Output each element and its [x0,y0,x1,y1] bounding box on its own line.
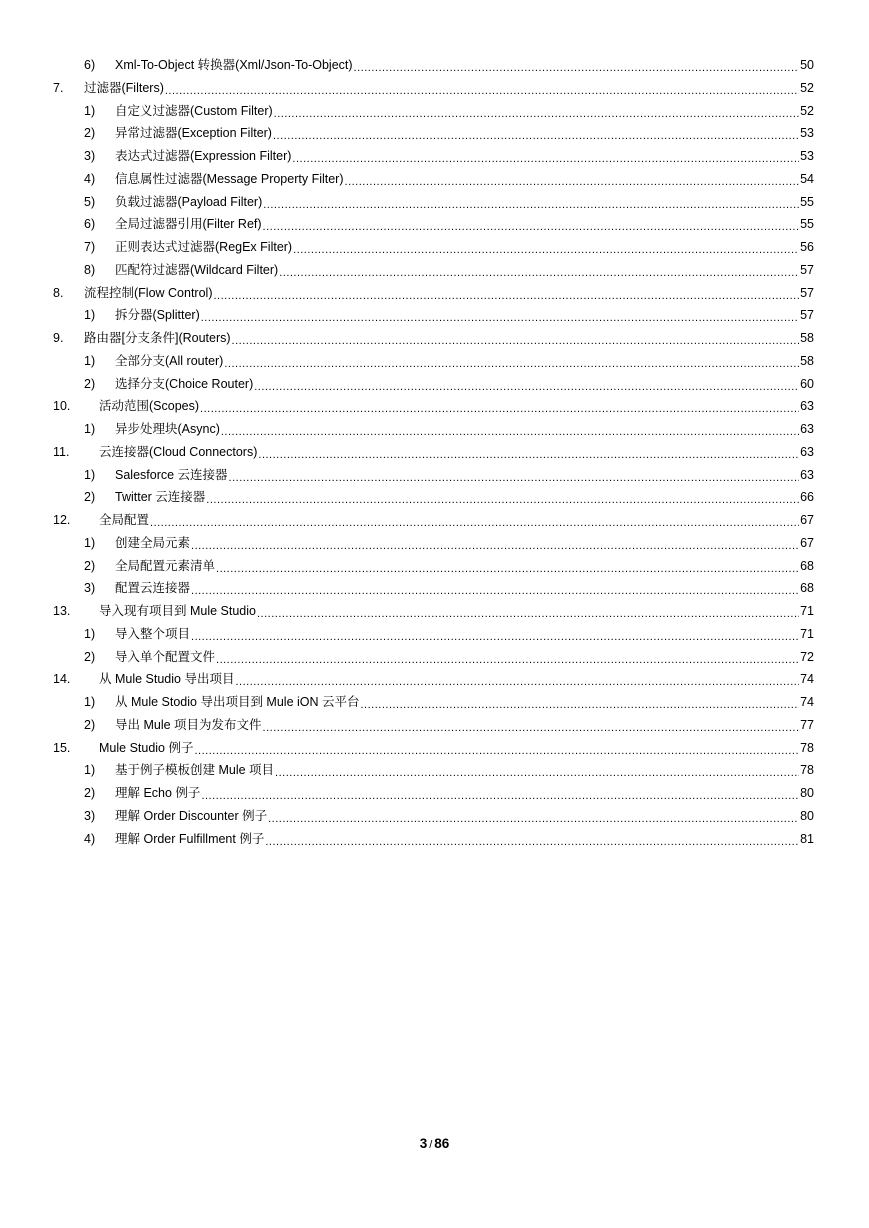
toc-entry-title: 异步处理块(Async) [115,422,220,436]
toc-entry[interactable] [0,577,869,599]
toc-dot-leader [254,379,799,395]
toc-entry-number: 1) [84,422,96,436]
toc-entry-number: 4) [84,831,96,846]
toc-entry-number: 12. [53,513,71,527]
toc-entry-number: 9. [53,331,64,345]
toc-entry[interactable] [0,646,869,668]
toc-entry-title: 全局配置 [99,513,150,527]
toc-entry-page: 63 [800,422,814,436]
toc-entry-page: 55 [800,194,814,209]
toc-dot-leader [206,492,799,508]
toc-entry-title: 全局配置元素清单 [115,558,216,573]
toc-dot-leader [354,60,800,76]
toc-dot-leader [221,424,799,440]
toc-entry[interactable] [0,259,869,281]
toc-entry-number: 1) [84,535,96,550]
toc-entry-number: 1) [84,308,96,323]
toc-entry[interactable] [0,77,869,99]
toc-entry-number: 8. [53,285,64,300]
toc-entry-title: 创建全局元素 [115,535,191,550]
toc-dot-leader [274,106,799,122]
toc-entry[interactable] [0,714,869,736]
toc-entry-number: 8) [84,262,96,277]
toc-entry[interactable] [0,145,869,167]
toc-dot-leader [150,515,799,531]
toc-entry-number: 2) [84,717,96,732]
toc-dot-leader [191,629,799,645]
toc-entry-title: 全局过滤器引用(Filter Ref) [115,217,262,232]
toc-entry-page: 50 [800,58,814,72]
toc-entry-title: Mule Studio 例子 [99,740,194,755]
toc-entry-number: 2) [84,126,96,141]
toc-dot-leader [257,606,799,622]
toc-entry[interactable] [0,54,869,76]
toc-entry-page: 57 [800,308,814,323]
toc-entry-number: 6) [84,58,96,72]
toc-entry-page: 56 [800,240,814,254]
toc-entry-page: 66 [800,490,814,505]
toc-entry[interactable] [0,600,869,622]
toc-entry[interactable] [0,691,869,713]
current-page-number: 3 [419,1136,428,1151]
toc-entry-page: 68 [800,581,814,596]
toc-entry-page: 80 [800,808,814,823]
toc-dot-leader [229,470,800,486]
toc-entry[interactable] [0,327,869,349]
toc-entry[interactable] [0,395,869,417]
toc-dot-leader [265,834,799,850]
toc-entry-title: 基于例子模板创建 Mule 项目 [115,763,275,778]
toc-entry-number: 11. [53,444,70,459]
toc-dot-leader [258,447,799,463]
toc-dot-leader [194,743,799,759]
toc-entry-title: Salesforce 云连接器 [115,467,228,482]
toc-dot-leader [214,288,800,304]
toc-entry-title: 从 Mule Stodio 导出项目到 Mule iON 云平台 [115,695,360,709]
toc-dot-leader [216,561,799,577]
toc-dot-leader [345,174,800,190]
toc-entry-title: Twitter 云连接器 [115,490,206,505]
total-page-count: 86 [434,1136,450,1151]
toc-dot-leader [224,356,799,372]
toc-dot-leader [263,720,800,736]
toc-entry-title: 导出 Mule 项目为发布文件 [115,717,262,732]
toc-dot-leader [263,219,800,235]
toc-dot-leader [200,401,799,417]
toc-dot-leader [268,811,799,827]
toc-entry-title: 导入现有项目到 Mule Studio [99,604,256,618]
toc-entry-page: 53 [800,149,814,163]
toc-dot-leader [293,242,799,258]
toc-entry-page: 71 [800,604,814,618]
toc-dot-leader [216,652,799,668]
toc-entry-title: 理解 Order Fulfillment 例子 [115,831,265,846]
toc-entry-number: 13. [53,604,71,618]
toc-dot-leader [235,674,799,690]
toc-entry-number: 7. [53,80,64,95]
toc-entry-title: 信息属性过滤器(Message Property Filter) [115,171,344,186]
toc-entry-page: 77 [800,717,814,732]
toc-entry-title: 导入整个项目 [115,626,191,641]
toc-entry-number: 7) [84,240,96,254]
toc-entry-number: 2) [84,558,96,573]
toc-entry[interactable] [0,168,869,190]
toc-entry-title: Xml-To-Object 转换器(Xml/Json-To-Object) [115,58,353,72]
toc-entry[interactable] [0,464,869,486]
toc-entry-page: 58 [800,331,814,345]
toc-entry-page: 58 [800,353,814,368]
toc-entry[interactable] [0,532,869,554]
toc-entry[interactable] [0,100,869,122]
page-separator: / [429,1139,433,1151]
toc-entry-page: 71 [800,626,814,641]
toc-dot-leader [263,197,799,213]
toc-entry-number: 3) [84,581,96,596]
toc-entry[interactable] [0,282,869,304]
toc-entry[interactable] [0,623,869,645]
toc-entry-number: 1) [84,353,96,368]
toc-entry[interactable] [0,213,869,235]
toc-entry-page: 63 [800,444,814,459]
toc-entry-title: 活动范围(Scopes) [99,399,200,414]
toc-entry-title: 导入单个配置文件 [115,649,216,664]
toc-dot-leader [279,265,799,281]
toc-entry-number: 15. [53,740,71,755]
toc-entry-page: 60 [800,376,814,391]
toc-entry-page: 57 [800,285,814,300]
toc-dot-leader [232,333,800,349]
toc-dot-leader [165,83,799,99]
toc-entry-number: 1) [84,763,96,778]
toc-entry-page: 55 [800,217,814,232]
page-footer [0,1136,869,1151]
toc-entry[interactable] [0,486,869,508]
toc-dot-leader [201,310,799,326]
toc-entry-number: 10. [53,399,71,414]
toc-entry-title: 正则表达式过滤器(RegEx Filter) [115,240,293,254]
toc-entry-title: 配置云连接器 [115,581,191,596]
toc-entry-page: 80 [800,786,814,800]
toc-entry[interactable] [0,418,869,440]
toc-dot-leader [201,788,799,804]
toc-entry-title: 理解 Echo 例子 [115,786,201,800]
toc-entry-page: 53 [800,126,814,141]
toc-entry-title: 负载过滤器(Payload Filter) [115,194,263,209]
toc-dot-leader [191,538,799,554]
toc-entry-title: 流程控制(Flow Control) [84,285,213,300]
toc-entry[interactable] [0,236,869,258]
toc-entry-number: 2) [84,490,96,505]
toc-entry-number: 3) [84,149,96,163]
toc-dot-leader [361,697,800,713]
toc-entry[interactable] [0,737,869,759]
toc-entry-page: 68 [800,558,814,573]
toc-entry-number: 2) [84,649,96,664]
toc-entry-page: 52 [800,80,814,95]
toc-entry-page: 74 [800,672,814,687]
toc-entry-number: 5) [84,194,96,209]
toc-entry[interactable] [0,122,869,144]
toc-entry-number: 1) [84,695,96,709]
toc-entry-number: 4) [84,171,96,186]
toc-entry-title: 从 Mule Studio 导出项目 [99,672,235,687]
toc-entry[interactable] [0,759,869,781]
toc-dot-leader [292,151,799,167]
toc-entry-title: 拆分器(Splitter) [115,308,200,323]
toc-entry-page: 67 [800,535,814,550]
toc-entry-title: 异常过滤器(Exception Filter) [115,126,272,141]
toc-entry[interactable] [0,191,869,213]
toc-entry-title: 云连接器(Cloud Connectors) [99,444,258,459]
toc-entry-number: 2) [84,786,96,800]
toc-entry-title: 理解 Order Discounter 例子 [115,808,268,823]
toc-entry-page: 54 [800,171,814,186]
toc-entry-number: 1) [84,626,96,641]
toc-entry-title: 自定义过滤器(Custom Filter) [115,103,273,118]
toc-entry-page: 63 [800,467,814,482]
toc-entry[interactable] [0,509,869,531]
toc-entry-number: 2) [84,376,96,391]
toc-entry-title: 选择分支(Choice Router) [115,376,254,391]
toc-entry-title: 路由器[分支条件](Routers) [84,331,231,345]
toc-entry[interactable] [0,828,869,850]
toc-entry-page: 63 [800,399,814,414]
toc-dot-leader [275,765,799,781]
toc-entry-number: 1) [84,103,96,118]
toc-entry-page: 52 [800,103,814,118]
toc-entry-number: 6) [84,217,96,232]
toc-entry-number: 3) [84,808,96,823]
toc-entry-title: 过滤器(Filters) [84,80,164,95]
toc-dot-leader [191,583,799,599]
toc-entry-page: 74 [800,695,814,709]
toc-entry[interactable] [0,441,869,463]
toc-dot-leader [273,128,799,144]
toc-entry[interactable] [0,782,869,804]
toc-entry-page: 81 [800,831,814,846]
toc-entry[interactable] [0,350,869,372]
toc-entry-title: 全部分支(All router) [115,353,224,368]
toc-entry-page: 72 [800,649,814,664]
toc-entry-page: 78 [800,740,814,755]
toc-entry-page: 78 [800,763,814,778]
toc-entry[interactable] [0,304,869,326]
toc-entry-title: 表达式过滤器(Expression Filter) [115,149,292,163]
toc-entry-page: 57 [800,262,814,277]
toc-entry[interactable] [0,373,869,395]
toc-entry-number: 1) [84,467,96,482]
toc-entry-title: 匹配符过滤器(Wildcard Filter) [115,262,279,277]
toc-entry[interactable] [0,555,869,577]
toc-entry[interactable] [0,805,869,827]
toc-entry-page: 67 [800,513,814,527]
toc-entry-number: 14. [53,672,71,687]
toc-entry[interactable] [0,668,869,690]
